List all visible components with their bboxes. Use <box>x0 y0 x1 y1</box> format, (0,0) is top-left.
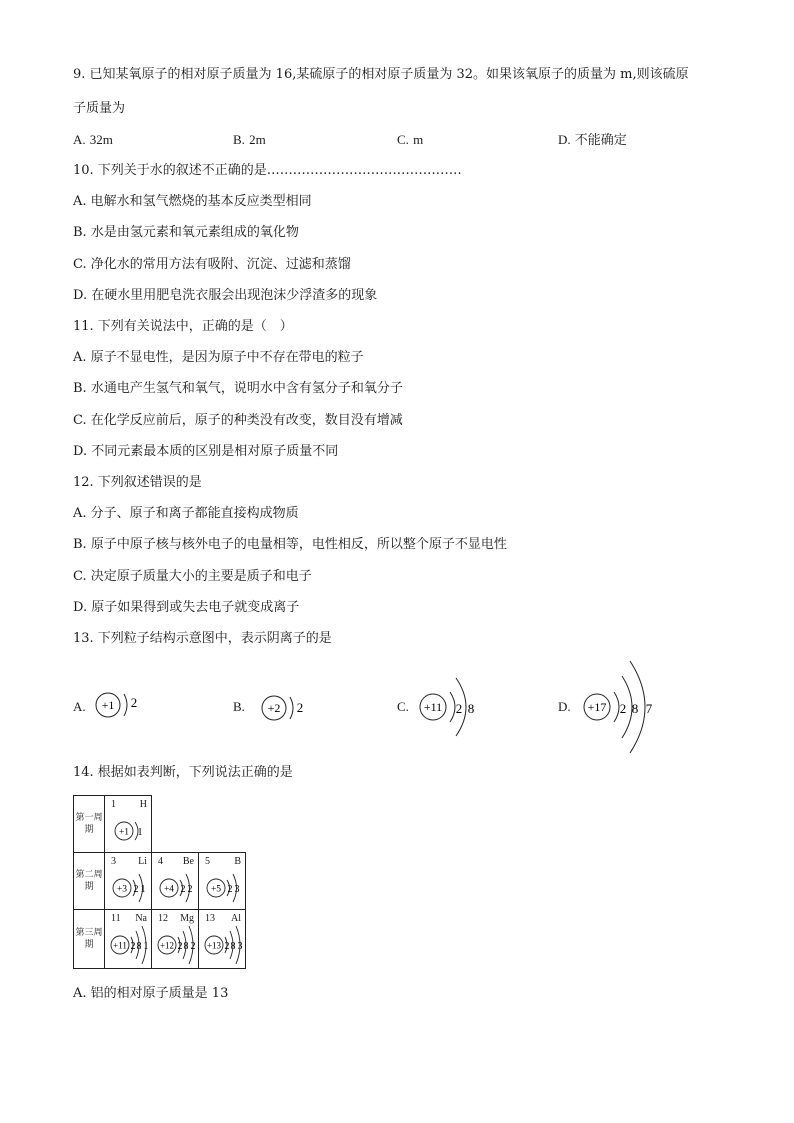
svg-text:2: 2 <box>224 941 230 952</box>
svg-text:2: 2 <box>190 941 196 952</box>
element-cell-na: 11 Na +11 2 8 1 <box>105 910 152 969</box>
svg-text:3: 3 <box>234 884 240 895</box>
q12-option-a: A. 分子、原子和离子都能直接构成物质 <box>73 506 299 521</box>
q12-option-b: B. 原子中原子核与核外电子的电量相等，电性相反，所以整个原子不显电性 <box>73 537 507 552</box>
q12-option-d: D. 原子如果得到或失去电子就变成离子 <box>73 600 300 615</box>
svg-text:+4: +4 <box>163 884 175 895</box>
q13-option-c-letter: C. <box>397 699 409 714</box>
svg-text:+3: +3 <box>116 884 128 895</box>
svg-text:+13: +13 <box>206 940 222 951</box>
element-cell-be: 4 Be +4 2 2 <box>152 853 199 910</box>
svg-text:2: 2 <box>187 884 193 895</box>
q9-stem-line2: 子质量为 <box>73 101 126 116</box>
table-row <box>74 796 246 853</box>
q13-option-b-diagram <box>258 688 318 736</box>
svg-text:3: 3 <box>237 941 243 952</box>
q9-option-b: B. 2m <box>233 132 266 147</box>
q14-option-a: A. 铝的相对原子质量是 13 <box>73 986 229 1001</box>
svg-text:1: 1 <box>143 941 149 952</box>
nucleus-charge: +17 <box>587 700 607 714</box>
period-label: 第一周期 <box>74 796 105 853</box>
period-label: 第二周期 <box>74 853 105 910</box>
svg-text:2: 2 <box>177 941 183 952</box>
svg-text:1: 1 <box>137 827 143 838</box>
q10-stem: 10. 下列关于水的叙述不正确的是……………………………………… <box>73 163 462 178</box>
q9-option-d: D. 不能确定 <box>558 132 627 148</box>
svg-text:8: 8 <box>136 941 142 952</box>
svg-text:+5: +5 <box>210 884 222 895</box>
table-row <box>74 910 246 969</box>
electron-shell-arc <box>450 692 455 722</box>
q10-option-a: A. 电解水和氢气燃烧的基本反应类型相同 <box>73 194 312 209</box>
period-label: 第三周期 <box>74 910 105 969</box>
svg-text:2: 2 <box>227 884 233 895</box>
svg-text:+11: +11 <box>113 940 127 951</box>
q12-stem: 12. 下列叙述错误的是 <box>73 475 202 490</box>
q11-option-c: C. 在化学反应前后，原子的种类没有改变，数目没有增减 <box>73 413 403 428</box>
electron-shell-arc <box>290 697 293 719</box>
nucleus-charge: +1 <box>101 698 115 712</box>
element-cell-mg: 12 Mg +12 2 8 2 <box>152 910 199 969</box>
periodic-table-excerpt <box>73 795 246 969</box>
shell-electron-count: 2 <box>455 701 463 716</box>
svg-text:2: 2 <box>130 941 136 952</box>
q11-option-d: D. 不同元素最本质的区别是相对原子质量不同 <box>73 444 339 459</box>
electron-shell-arc <box>614 692 619 722</box>
q13-option-c-diagram <box>416 670 496 750</box>
q9-option-c: C. m <box>397 132 424 147</box>
q9-stem-line1: 9. 已知某氧原子的相对原子质量为 16,某硫原子的相对原子质量为 32。如果该氧原子的质量为 m,则该硫原 <box>73 67 689 82</box>
shell-electron-count: 2 <box>619 701 627 716</box>
svg-text:8: 8 <box>183 941 189 952</box>
q10-option-b: B. 水是由氢元素和氧元素组成的氧化物 <box>73 225 299 240</box>
q10-option-d: D. 在硬水里用肥皂洗衣服会出现泡沫少浮渣多的现象 <box>73 288 378 303</box>
shell-electron-count: 2 <box>130 695 138 710</box>
q11-option-b: B. 水通电产生氢气和氧气，说明水中含有氢分子和氧分子 <box>73 381 403 396</box>
table-row <box>74 853 246 910</box>
svg-text:+1: +1 <box>118 827 130 838</box>
q13-option-a-diagram <box>92 685 152 733</box>
svg-text:8: 8 <box>230 941 236 952</box>
q11-option-a: A. 原子不显电性，是因为原子中不存在带电的粒子 <box>73 350 364 365</box>
q12-option-c: C. 决定原子质量大小的主要是质子和电子 <box>73 569 312 584</box>
electron-shell-arc <box>124 694 127 716</box>
shell-electron-count: 2 <box>296 700 304 715</box>
nucleus-charge: +11 <box>423 700 443 714</box>
shell-electron-count: 7 <box>645 701 653 716</box>
svg-text:+12: +12 <box>159 940 175 951</box>
element-cell-li: 3 Li +3 2 1 <box>105 853 152 910</box>
q10-option-c: C. 净化水的常用方法有吸附、沉淀、过滤和蒸馏 <box>73 257 351 272</box>
svg-text:1: 1 <box>140 884 146 895</box>
q14-stem: 14. 根据如表判断，下列说法正确的是 <box>73 765 293 780</box>
element-cell-b: 5 B +5 2 3 <box>199 853 246 910</box>
element-cell-al: 13 Al +13 2 8 3 <box>199 910 246 969</box>
q11-stem: 11. 下列有关说法中，正确的是（ ） <box>73 319 293 334</box>
svg-text:2: 2 <box>180 884 186 895</box>
q13-option-b-letter: B. <box>233 699 245 714</box>
shell-electron-count: 8 <box>631 701 639 716</box>
q13-option-d-diagram <box>580 656 670 760</box>
svg-text:2: 2 <box>133 884 139 895</box>
shell-electron-count: 8 <box>467 701 475 716</box>
q9-option-a: A. 32m <box>73 132 113 147</box>
q13-option-a-letter: A. <box>73 699 86 714</box>
q13-stem: 13. 下列粒子结构示意图中，表示阴离子的是 <box>73 631 332 646</box>
element-cell-h: 1 H +1 1 <box>105 796 152 853</box>
q13-option-d-letter: D. <box>558 699 571 714</box>
nucleus-charge: +2 <box>267 701 281 715</box>
